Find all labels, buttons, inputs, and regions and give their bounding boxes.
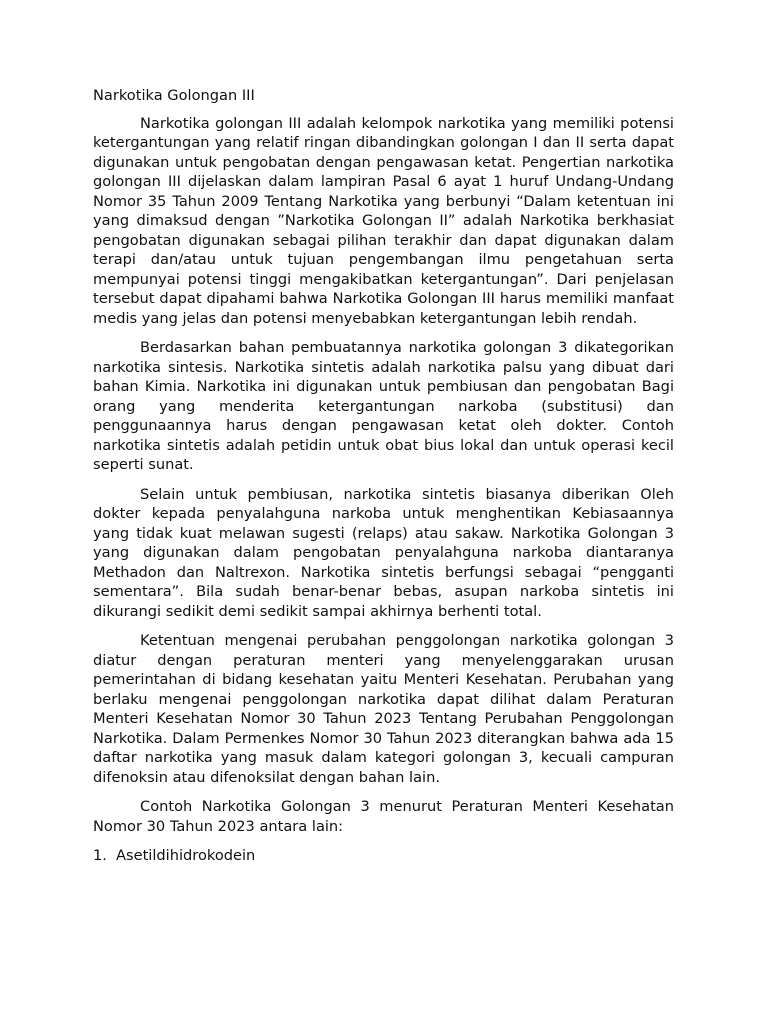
paragraph-5: Contoh Narkotika Golongan 3 menurut Peraturan Menteri Kesehatan Nomor 30 Tahun 2023 antara lain: [93, 798, 674, 835]
paragraph-2: Berdasarkan bahan pembuatannya narkotika golongan 3 dikategorikan narkotika sintesis. Narkotika sintetis adalah narkotika palsu yang dibuat dari bahan Kimia. Narkotika ini digunakan untuk pembiusan dan pengobatan Bagi orang yang menderita ketergantungan narkoba (substitusi) dan penggunaannya harus dengan pengawasan ketat oleh dokter. Contoh narkotika sintetis adalah petidin untuk obat bius lokal dan untuk operasi kecil seperti sunat. [93, 339, 674, 473]
paragraph-3: Selain untuk pembiusan, narkotika sintetis biasanya diberikan Oleh dokter kepada penyalahguna narkoba untuk menghentikan Kebiasaannya yang tidak kuat melawan sugesti (relaps) atau sakaw. Narkotika Golongan 3 yang digunakan dalam pengobatan penyalahguna narkoba diantaranya Methadon dan Naltrexon. Narkotika sintetis berfungsi sebagai “pengganti sementara”. Bila sudah benar-benar bebas, asupan narkoba sintetis ini dikurangi sedikit demi sedikit sampai akhirnya berhenti total. [93, 485, 674, 620]
document-title: Narkotika Golongan III [93, 87, 255, 104]
list-item-text: Asetildihidrokodein [116, 847, 256, 864]
paragraph-4: Ketentuan mengenai perubahan penggolongan narkotika golongan 3 diatur dengan peraturan menteri yang menyelenggarakan urusan pemerintahan di bidang kesehatan yaitu Menteri Kesehatan. Perubahan yang berlaku mengenai penggolongan narkotika dapat dilihat dalam Peraturan Menteri Kesehatan Nomor 30 Tahun 2023 Tentang Perubahan Penggolongan Narkotika. Dalam Permenkes Nomor 30 Tahun 2023 diterangkan bahwa ada 15 daftar narkotika yang masuk dalam kategori golongan 3, kecuali campuran difenoksin atau difenoksilat dengan bahan lain. [93, 632, 674, 786]
list-item [93, 846, 674, 866]
paragraph-1: Narkotika golongan III adalah kelompok narkotika yang memiliki potensi ketergantungan yang relatif ringan dibandingkan golongan I dan II serta dapat digunakan untuk pengobatan dengan pengawasan ketat. Pengertian narkotika golongan III dijelaskan dalam lampiran Pasal 6 ayat 1 huruf Undang-Undang Nomor 35 Tahun 2009 Tentang Narkotika yang berbunyi “Dalam ketentuan ini yang dimaksud dengan ”Narkotika Golongan II” adalah Narkotika berkhasiat pengobatan digunakan sebagai pilihan terakhir dan dapat digunakan dalam terapi dan/atau untuk tujuan pengembangan ilmu pengetahuan serta mempunyai potensi tinggi mengakibatkan ketergantungan”. Dari penjelasan tersebut dapat dipahami bahwa Narkotika Golongan III harus memiliki manfaat medis yang jelas dan potensi menyebabkan ketergantungan lebih rendah. [93, 114, 674, 327]
document-page [93, 86, 674, 866]
list-item-number: 1. [93, 847, 107, 864]
narcotics-list [93, 846, 674, 866]
